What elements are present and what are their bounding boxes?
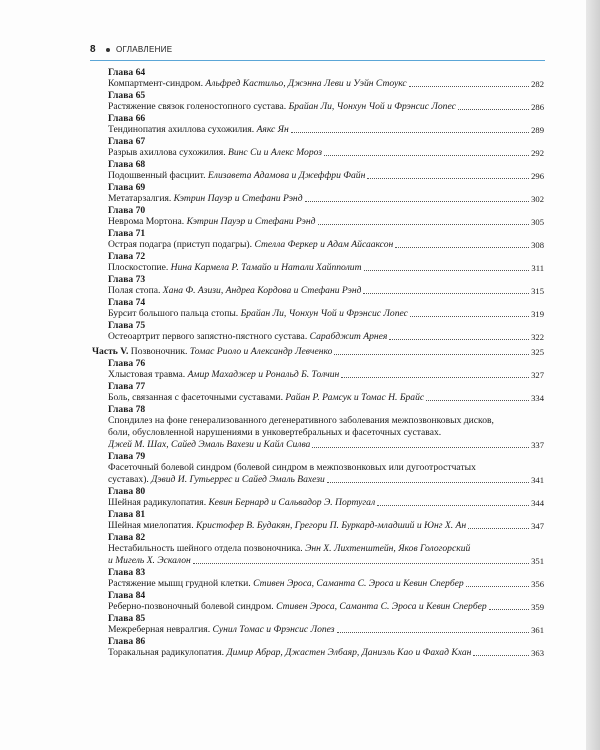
chapter-title-line1: Спондилез на фоне генерализованного дегенеративного заболевания межпозвонковых дисков, xyxy=(108,415,494,426)
chapter-label: Глава 80 xyxy=(108,486,146,497)
chapter-authors: Альфред Кастильо, Джэнна Леви и Уэйн Стоукс xyxy=(205,78,407,89)
toc-entry-ch66[interactable] xyxy=(108,113,544,136)
dot-leader xyxy=(193,563,529,564)
chapter-authors: Брайан Ли, Чонхун Чой и Фрэнсис Лопес xyxy=(240,308,408,319)
page-ref: 311 xyxy=(531,263,544,273)
chapter-title: Плоскостопие. xyxy=(108,262,169,273)
chapter-label: Глава 67 xyxy=(108,136,146,147)
page-ref: 282 xyxy=(531,79,544,89)
dot-leader xyxy=(458,109,529,110)
page-ref: 308 xyxy=(531,240,544,250)
chapter-title: Тендинопатия ахиллова сухожилия. xyxy=(108,124,255,135)
dot-leader xyxy=(389,339,529,340)
toc-entry-ch68[interactable] xyxy=(108,159,544,182)
toc-entry-ch80[interactable] xyxy=(108,486,544,509)
chapter-label: Глава 76 xyxy=(108,358,146,369)
chapter-label: Глава 68 xyxy=(108,159,146,170)
chapter-authors: Сунил Томас и Фрэнсис Лопез xyxy=(212,624,335,635)
chapter-label: Глава 66 xyxy=(108,113,146,124)
page-ref: 341 xyxy=(531,475,544,485)
chapter-label: Глава 71 xyxy=(108,228,146,239)
toc-entry-part5[interactable] xyxy=(92,346,544,358)
dot-leader xyxy=(367,178,529,179)
chapter-authors: Дэвид И. Гутьеррес и Сайед Эмаль Вахези xyxy=(151,474,325,485)
chapter-title: Торакальная радикулопатия. xyxy=(108,647,225,658)
chapter-authors: Аякс Ян xyxy=(256,124,289,135)
toc-entry-ch64[interactable] xyxy=(108,67,544,90)
chapter-title: Компартмент-синдром. xyxy=(108,78,203,89)
page-ref: 334 xyxy=(531,393,544,403)
page-ref: 344 xyxy=(531,498,544,508)
page-ref: 305 xyxy=(531,217,544,227)
page-ref: 361 xyxy=(531,625,544,635)
chapter-title-line2: боли, обусловленной нарушениями в унковертебральных и фасеточных суставах. xyxy=(108,427,442,438)
page-ref: 289 xyxy=(531,125,544,135)
chapter-label: Глава 77 xyxy=(108,381,146,392)
chapter-label: Глава 64 xyxy=(108,67,146,78)
chapter-label: Глава 86 xyxy=(108,636,146,647)
chapter-authors: Кэтрин Пауэр и Стефани Рэнд xyxy=(186,216,316,227)
chapter-title: Шейная миелопатия. xyxy=(108,520,194,531)
chapter-authors-line1: Энн Х. Лихтенштейн, Яков Гологорский xyxy=(305,543,471,554)
toc-entry-ch79[interactable] xyxy=(108,451,544,486)
chapter-title: Боль, связанная с фасеточными суставами. xyxy=(108,392,284,403)
chapter-title: Растяжение мышц грудной клетки. xyxy=(108,578,251,589)
chapter-authors: Сарабджит Арнея xyxy=(309,331,388,342)
chapter-label: Глава 78 xyxy=(108,404,146,415)
chapter-title: Растяжение связок голеностопного сустава. xyxy=(108,101,287,112)
chapter-label: Глава 72 xyxy=(108,251,146,262)
page-ref: 359 xyxy=(531,602,544,612)
part-label: Часть V. xyxy=(92,346,129,357)
chapter-authors: Елизавета Адамова и Джеффри Файн xyxy=(207,170,366,181)
chapter-label: Глава 83 xyxy=(108,567,146,578)
chapter-label: Глава 73 xyxy=(108,274,146,285)
chapter-authors: Джей М. Шах, Сайед Эмаль Вахези и Кайл Силва xyxy=(108,439,311,450)
chapter-title: Реберно-позвоночный болевой синдром. xyxy=(108,601,274,612)
page-ref: 302 xyxy=(531,194,544,204)
chapter-authors: Димир Абрар, Джастен Элбаяр, Даниэль Као и Фахад Кхан xyxy=(226,647,472,658)
chapter-authors: Кристофер В. Будакян, Грегори П. Буркард-младший и Юнг Х. Ан xyxy=(196,520,467,531)
dot-leader xyxy=(377,505,529,506)
chapter-authors: Райан Р. Рамсук и Томас Н. Брайс xyxy=(285,392,425,403)
toc-entry-ch85[interactable] xyxy=(108,613,544,636)
part-authors: Томас Риоло и Александр Левченко xyxy=(189,346,333,357)
toc-entry-ch70[interactable] xyxy=(108,205,544,228)
dot-leader xyxy=(305,201,530,202)
chapter-title-line2: суставах). xyxy=(108,474,149,485)
page-ref: 322 xyxy=(531,332,544,342)
chapter-label: Глава 69 xyxy=(108,182,146,193)
dot-leader xyxy=(363,293,529,294)
running-header xyxy=(90,44,545,61)
chapter-title: Неврома Мортона. xyxy=(108,216,185,227)
toc-entry-ch67[interactable] xyxy=(108,136,544,159)
toc-entry-ch83[interactable] xyxy=(108,567,544,590)
chapter-label: Глава 79 xyxy=(108,451,146,462)
dot-leader xyxy=(291,132,529,133)
toc-entry-ch77[interactable] xyxy=(108,381,544,404)
chapter-title: Полая стопа. xyxy=(108,285,161,296)
toc-entry-ch84[interactable] xyxy=(108,590,544,613)
dot-leader xyxy=(410,316,529,317)
chapter-label: Глава 81 xyxy=(108,509,146,520)
toc-entry-ch76[interactable] xyxy=(108,358,544,381)
toc-entry-ch78[interactable] xyxy=(108,404,544,451)
chapter-authors: Кэтрин Пауэр и Стефани Рэнд xyxy=(173,193,303,204)
chapter-authors: Стелла Феркер и Адам Айсааксон xyxy=(254,239,394,250)
page-edge-shadow xyxy=(586,0,600,750)
toc-entry-ch81[interactable] xyxy=(108,509,544,532)
chapter-authors: и Мигель Х. Эскалон xyxy=(108,555,191,566)
chapter-authors: Нина Кармела Р. Тамайо и Натали Хайпполит xyxy=(170,262,362,273)
page-ref: 327 xyxy=(531,370,544,380)
toc-entry-ch71[interactable] xyxy=(108,228,544,251)
dot-leader xyxy=(473,655,529,656)
chapter-authors: Стивен Эроса, Саманта С. Эроса и Кевин Спербер xyxy=(253,578,464,589)
chapter-authors: Стивен Эроса, Саманта С. Эроса и Кевин Спербер xyxy=(276,601,487,612)
toc-entry-ch86[interactable] xyxy=(108,636,544,659)
table-of-contents xyxy=(92,67,544,659)
chapter-title: Метатарзалгия. xyxy=(108,193,172,204)
bullet-icon xyxy=(106,48,110,52)
dot-leader xyxy=(468,528,529,529)
chapter-label: Глава 84 xyxy=(108,590,146,601)
chapter-label: Глава 82 xyxy=(108,532,146,543)
chapter-label: Глава 70 xyxy=(108,205,146,216)
page-ref: 319 xyxy=(531,309,544,319)
chapter-title: Нестабильность шейного отдела позвоночника. xyxy=(108,543,303,554)
chapter-title: Шейная радикулопатия. xyxy=(108,497,207,508)
chapter-title: Разрыв ахиллова сухожилия. xyxy=(108,147,226,158)
toc-entry-ch74[interactable] xyxy=(108,297,544,320)
chapter-authors: Брайан Ли, Чонхун Чой и Фрэнсис Лопес xyxy=(288,101,456,112)
dot-leader xyxy=(426,400,529,401)
page-ref: 286 xyxy=(531,102,544,112)
page-ref: 296 xyxy=(531,171,544,181)
dot-leader xyxy=(324,155,529,156)
dot-leader xyxy=(364,270,530,271)
toc-entry-ch65[interactable] xyxy=(108,90,544,113)
chapter-title: Бурсит большого пальца стопы. xyxy=(108,308,239,319)
header-title: ОГЛАВЛЕНИЕ xyxy=(116,45,173,54)
dot-leader xyxy=(318,224,530,225)
chapter-authors: Кевин Бернард и Сальвадор Э. Португал xyxy=(208,497,376,508)
dot-leader xyxy=(337,632,530,633)
page-ref: 356 xyxy=(531,579,544,589)
dot-leader xyxy=(409,86,529,87)
chapter-title: Хлыстовая травма. xyxy=(108,369,186,380)
chapter-title: Остеоартрит первого запястно-пястного сустава. xyxy=(108,331,308,342)
page-number: 8 xyxy=(90,44,96,55)
page-ref: 315 xyxy=(531,286,544,296)
dot-leader xyxy=(334,354,529,355)
page-ref: 292 xyxy=(531,148,544,158)
toc-entry-ch73[interactable] xyxy=(108,274,544,297)
chapter-label: Глава 74 xyxy=(108,297,146,308)
chapter-label: Глава 65 xyxy=(108,90,146,101)
chapter-label: Глава 75 xyxy=(108,320,146,331)
part-title: Позвоночник. xyxy=(130,346,188,357)
chapter-authors: Винс Си и Алекс Мороз xyxy=(228,147,323,158)
dot-leader xyxy=(327,482,529,483)
dot-leader xyxy=(395,247,529,248)
dot-leader xyxy=(312,447,529,448)
page-ref: 351 xyxy=(531,556,544,566)
dot-leader xyxy=(489,609,529,610)
chapter-authors: Амир Махаджер и Рональд Б. Толчин xyxy=(187,369,340,380)
dot-leader xyxy=(466,586,529,587)
page-ref: 347 xyxy=(531,521,544,531)
toc-entry-ch82[interactable] xyxy=(108,532,544,567)
chapter-authors: Хана Ф. Азизи, Андреа Кордова и Стефани Рэнд xyxy=(162,285,362,296)
toc-entry-ch69[interactable] xyxy=(108,182,544,205)
chapter-title: Межреберная невралгия. xyxy=(108,624,211,635)
chapter-title: Острая подагра (приступ подагры). xyxy=(108,239,253,250)
chapter-label: Глава 85 xyxy=(108,613,146,624)
chapter-title: Подошвенный фасциит. xyxy=(108,170,206,181)
dot-leader xyxy=(341,377,529,378)
page-ref: 363 xyxy=(531,648,544,658)
chapter-title-line1: Фасеточный болевой синдром (болевой синдром в межпозвонковых или дугоотростчатых xyxy=(108,462,476,473)
toc-entry-ch72[interactable] xyxy=(108,251,544,274)
page-ref: 325 xyxy=(531,347,544,357)
page-ref: 337 xyxy=(531,440,544,450)
toc-entry-ch75[interactable] xyxy=(108,320,544,343)
